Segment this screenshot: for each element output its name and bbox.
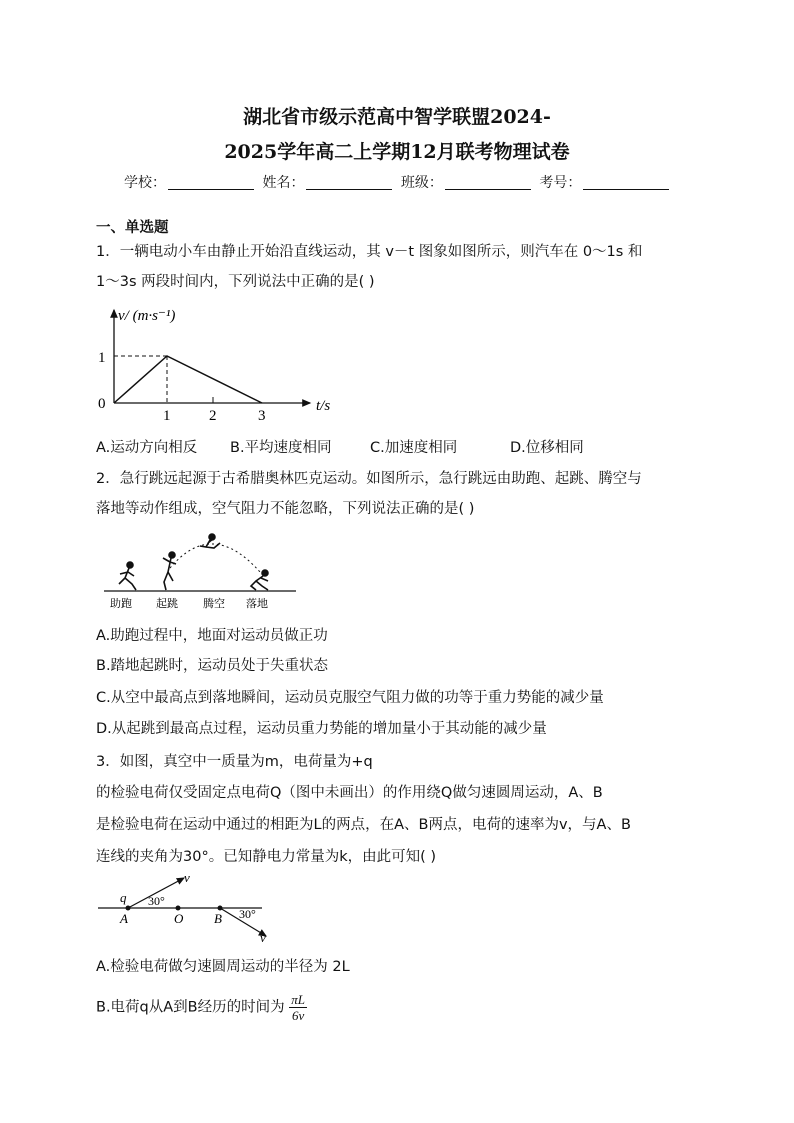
q3-option-b-text: B.电荷q从A到B经历的时间为 — [96, 999, 285, 1016]
q1-options — [96, 436, 584, 457]
q2-option-a[interactable]: A.助跑过程中，地面对运动员做正功 — [96, 628, 328, 644]
q1-option-a[interactable]: A.运动方向相反 — [96, 440, 198, 456]
q1-stem-line1: 1．一辆电动小车由静止开始沿直线运动，其 v－t 图象如图所示，则汽车在 0～1s 和 — [96, 244, 643, 260]
name-label: 姓名： — [262, 175, 305, 191]
q3-figure — [96, 868, 276, 946]
q3-label-b: B — [214, 911, 222, 926]
q3-label-v-bottom: v — [260, 930, 266, 945]
q3-option-b[interactable] — [96, 992, 307, 1023]
q3-angle-b: 30° — [239, 907, 256, 921]
name-blank[interactable] — [306, 175, 392, 190]
q3-label-o: O — [174, 911, 184, 926]
school-blank[interactable] — [168, 175, 254, 190]
q2-runner-figure — [119, 562, 136, 590]
q3-stem-line1: 3．如图，真空中一质量为m，电荷量为+q — [96, 754, 373, 770]
q2-label-flight: 腾空 — [203, 598, 225, 610]
q3-label-q: q — [120, 890, 127, 905]
q2-option-c[interactable]: C.从空中最高点到落地瞬间，运动员克服空气阻力做的功等于重力势能的减少量 — [96, 690, 604, 706]
exam-number-label: 考号： — [539, 175, 582, 191]
exam-title-line2: 2025学年高二上学期12月联考物理试卷 — [224, 141, 570, 163]
q1-xtick-1: 1 — [163, 408, 171, 424]
q1-vt-line — [114, 356, 262, 403]
q3-point-o — [176, 906, 181, 911]
q2-label-takeoff: 起跳 — [156, 598, 178, 610]
q3-label-v-top: v — [184, 870, 190, 885]
q1-ytick-1: 1 — [98, 350, 106, 366]
q2-jumper-figure — [163, 552, 176, 590]
q2-stem-line2: 落地等动作组成，空气阻力不能忽略，下列说法正确的是( ) — [96, 501, 475, 517]
q2-stem-line1: 2．急行跳远起源于古希腊奥林匹克运动。如图所示，急行跳远由助跑、起跳、腾空与 — [96, 471, 642, 487]
class-label: 班级： — [400, 175, 443, 191]
exam-number-blank[interactable] — [583, 175, 669, 190]
q1-xtick-2: 2 — [209, 408, 217, 424]
section-heading: 一、单选题 — [96, 220, 169, 236]
q1-xlabel: t/s — [316, 398, 331, 414]
student-info-row — [124, 172, 673, 192]
class-blank[interactable] — [445, 175, 531, 190]
q2-label-run: 助跑 — [110, 598, 132, 610]
exam-title-line1: 湖北省市级示范高中智学联盟2024- — [243, 106, 551, 128]
q2-option-b[interactable]: B.踏地起跳时，运动员处于失重状态 — [96, 658, 329, 674]
q3-label-a: A — [120, 911, 128, 926]
q1-xtick-3: 3 — [258, 408, 266, 424]
q3-stem-line3: 是检验电荷在运动中通过的相距为L的两点，在A、B两点，电荷的速率为v，与A、B — [96, 817, 631, 833]
q3-option-a[interactable]: A.检验电荷做匀速圆周运动的半径为 2L — [96, 959, 350, 975]
q1-vt-graph — [92, 300, 342, 425]
q1-option-d[interactable]: D.位移相同 — [510, 440, 584, 456]
q1-ylabel: v/ (m·s⁻¹) — [118, 308, 176, 324]
q1-origin: 0 — [98, 396, 106, 412]
q3-angle-a: 30° — [148, 894, 165, 908]
q3-option-b-fraction — [289, 992, 307, 1023]
q2-airborne-figure — [200, 534, 220, 548]
school-label: 学校： — [124, 175, 166, 191]
q1-stem-line2: 1～3s 两段时间内，下列说法中正确的是( ) — [96, 274, 375, 290]
q3-stem-line2: 的检验电荷仅受固定点电荷Q（图中未画出）的作用绕Q做匀速圆周运动，A、B — [96, 785, 603, 801]
q2-landing-figure — [251, 570, 268, 590]
q2-long-jump-figure — [100, 528, 300, 610]
q3-stem-line4: 连线的夹角为30°。已知静电力常量为k，由此可知( ) — [96, 849, 437, 865]
q2-label-landing: 落地 — [246, 598, 268, 610]
q1-option-c[interactable]: C.加速度相同 — [370, 440, 458, 456]
q1-option-b[interactable]: B.平均速度相同 — [230, 440, 332, 456]
q3-fraction-numerator: πL — [291, 992, 305, 1007]
q3-fraction-denominator: 6v — [291, 1008, 305, 1023]
q2-option-d[interactable]: D.从起跳到最高点过程，运动员重力势能的增加量小于其动能的减少量 — [96, 721, 547, 737]
